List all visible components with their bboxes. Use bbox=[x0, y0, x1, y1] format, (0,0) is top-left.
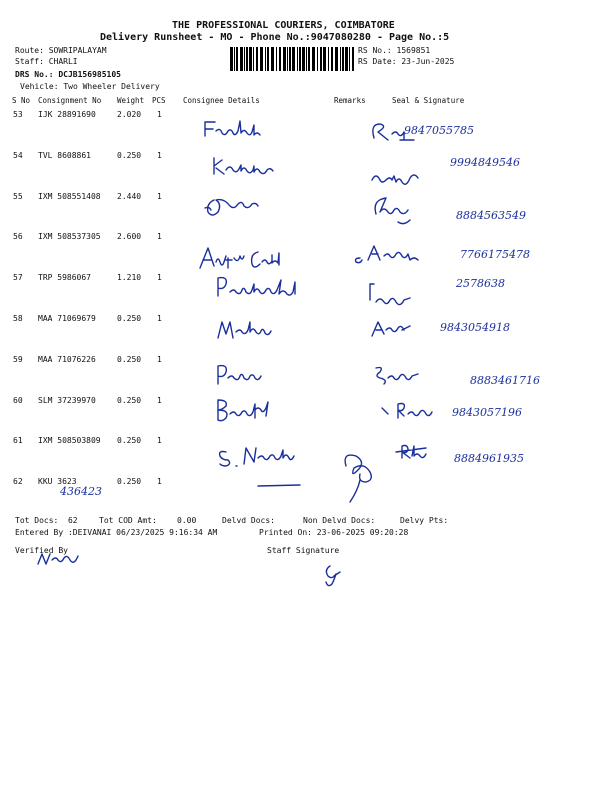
cell-pcs: 1 bbox=[157, 191, 162, 201]
handwritten-phone-59: 8883461716 bbox=[470, 374, 540, 387]
tot-cod-label: Tot COD Amt: bbox=[99, 516, 157, 525]
delvy-pts: Delvy Pts: bbox=[400, 516, 449, 525]
company-title: THE PROFESSIONAL COURIERS, COIMBATORE bbox=[172, 20, 395, 31]
cell-pcs: 1 bbox=[157, 314, 162, 323]
barcode-bar bbox=[256, 47, 258, 71]
cell-weight: 2.440 bbox=[117, 191, 142, 201]
barcode-bar bbox=[328, 47, 329, 71]
entered-by: Entered By :DEIVANAI 06/23/2025 9:16:34 AM bbox=[15, 528, 218, 537]
barcode-bar bbox=[249, 47, 252, 71]
barcode-bar bbox=[260, 47, 263, 71]
non-delvd-docs: Non Delvd Docs: bbox=[303, 516, 376, 525]
table-row bbox=[0, 273, 600, 313]
cell-consignment: MAA 71069679 bbox=[38, 314, 96, 323]
barcode-bar bbox=[320, 47, 322, 71]
cell-consignment: TVL 8608861 bbox=[38, 150, 91, 160]
handwritten-kku-suffix: 436423 bbox=[60, 485, 102, 498]
barcode-bar bbox=[271, 47, 274, 71]
staff-signature-mark bbox=[326, 566, 340, 586]
cell-sno: 58 bbox=[13, 314, 23, 323]
cell-weight: 0.250 bbox=[117, 477, 142, 487]
barcode-bar bbox=[317, 47, 318, 71]
barcode-bar bbox=[308, 47, 310, 71]
table-row bbox=[0, 192, 600, 232]
barcode-bar bbox=[335, 47, 338, 71]
tot-cod-amount: 0.00 bbox=[177, 516, 197, 525]
cell-sno: 55 bbox=[13, 191, 23, 201]
verified-by-signature bbox=[38, 554, 78, 564]
col-sno: S No bbox=[12, 96, 31, 105]
cell-weight: 0.250 bbox=[117, 395, 142, 405]
barcode-bar bbox=[253, 47, 254, 71]
handwritten-phone-58: 9843054918 bbox=[440, 321, 510, 334]
drs-label: DRS No.: DCJB156985105 bbox=[15, 70, 121, 79]
barcode-bar bbox=[289, 47, 291, 71]
verified-by-label: Verified By bbox=[15, 546, 68, 555]
cell-consignment: IXM 508537305 bbox=[38, 232, 101, 242]
barcode-bar bbox=[287, 47, 288, 71]
cell-pcs: 1 bbox=[157, 273, 162, 283]
col-seal: Seal & Signature bbox=[392, 96, 465, 105]
table-row bbox=[0, 314, 600, 354]
rs-date: RS Date: 23-Jun-2025 bbox=[358, 57, 455, 66]
barcode-bar bbox=[323, 47, 326, 71]
cell-pcs: 1 bbox=[157, 232, 162, 242]
cell-weight: 0.250 bbox=[117, 436, 142, 446]
cell-consignment: IXM 508551408 bbox=[38, 191, 101, 201]
barcode-bar bbox=[342, 47, 344, 71]
barcode-image bbox=[230, 47, 354, 71]
cell-consignment: MAA 71076226 bbox=[38, 354, 96, 364]
cell-sno: 60 bbox=[13, 395, 23, 405]
barcode-bar bbox=[306, 47, 307, 71]
staff-label: Staff: CHARLI bbox=[15, 57, 78, 66]
barcode-bar bbox=[244, 47, 245, 71]
col-pcs: PCS bbox=[152, 96, 166, 105]
col-consignee: Consignee Details bbox=[183, 96, 260, 105]
cell-sno: 61 bbox=[13, 436, 23, 446]
tot-docs: Tot Docs: 62 bbox=[15, 516, 78, 525]
barcode-bar bbox=[265, 47, 266, 71]
cell-sno: 56 bbox=[13, 232, 23, 242]
handwritten-phone-54: 9994849546 bbox=[450, 156, 520, 169]
cell-pcs: 1 bbox=[157, 354, 162, 364]
cell-sno: 53 bbox=[13, 110, 23, 119]
cell-weight: 1.210 bbox=[117, 273, 142, 283]
table-row bbox=[0, 436, 600, 476]
cell-consignment: IXM 508503809 bbox=[38, 436, 101, 446]
table-row bbox=[0, 396, 600, 436]
cell-sno: 57 bbox=[13, 273, 23, 283]
handwritten-phone-53: 9847055785 bbox=[404, 124, 474, 137]
vehicle-label: Vehicle: Two Wheeler Delivery bbox=[20, 82, 160, 91]
col-weight: Weight bbox=[117, 96, 145, 105]
table-row bbox=[0, 110, 600, 150]
cell-consignment: IJK 28891690 bbox=[38, 110, 96, 119]
cell-weight: 0.250 bbox=[117, 150, 142, 160]
barcode-bar bbox=[267, 47, 269, 71]
cell-consignment: KKU 3623 bbox=[38, 477, 77, 487]
table-row bbox=[0, 151, 600, 191]
barcode-bar bbox=[230, 47, 233, 71]
col-remarks: Remarks bbox=[334, 96, 366, 105]
barcode-bar bbox=[349, 47, 350, 71]
table-row bbox=[0, 232, 600, 272]
handwritten-phone-56: 7766175478 bbox=[460, 248, 530, 261]
cell-weight: 2.600 bbox=[117, 232, 142, 242]
cell-sno: 62 bbox=[13, 477, 23, 487]
cell-sno: 54 bbox=[13, 150, 23, 160]
barcode-bar bbox=[302, 47, 305, 71]
table-row bbox=[0, 355, 600, 395]
cell-pcs: 1 bbox=[157, 110, 162, 119]
barcode-bar bbox=[234, 47, 235, 71]
cell-weight: 0.250 bbox=[117, 314, 142, 323]
handwritten-phone-60: 9843057196 bbox=[452, 406, 522, 419]
barcode-bar bbox=[297, 47, 298, 71]
printed-on: Printed On: 23-06-2025 09:20:28 bbox=[259, 528, 409, 537]
cell-sno: 59 bbox=[13, 354, 23, 364]
barcode-bar bbox=[352, 47, 354, 71]
handwritten-phone-61: 8884961935 bbox=[454, 452, 524, 465]
barcode-bar bbox=[276, 47, 277, 71]
barcode-bar bbox=[312, 47, 315, 71]
barcode-bar bbox=[340, 47, 341, 71]
table-row bbox=[0, 477, 600, 517]
handwritten-phone-57: 2578638 bbox=[456, 277, 505, 290]
route-label: Route: SOWRIPALAYAM bbox=[15, 46, 107, 55]
cell-pcs: 1 bbox=[157, 395, 162, 405]
delvd-docs: Delvd Docs: bbox=[222, 516, 275, 525]
barcode-bar bbox=[283, 47, 286, 71]
barcode-bar bbox=[292, 47, 295, 71]
cell-pcs: 1 bbox=[157, 477, 162, 487]
barcode-bar bbox=[279, 47, 281, 71]
runsheet-subtitle: Delivery Runsheet - MO - Phone No.:9047080280 - Page No.:5 bbox=[100, 32, 450, 43]
col-consignment: Consignment No bbox=[38, 96, 102, 105]
barcode-bar bbox=[331, 47, 333, 71]
cell-weight: 0.250 bbox=[117, 354, 142, 364]
rs-number: RS No.: 1569851 bbox=[358, 46, 431, 55]
barcode-bar bbox=[240, 47, 243, 71]
cell-pcs: 1 bbox=[157, 436, 162, 446]
cell-consignment: SLM 37239970 bbox=[38, 395, 96, 405]
barcode-bar bbox=[299, 47, 301, 71]
handwritten-phone-55: 8884563549 bbox=[456, 209, 526, 222]
cell-pcs: 1 bbox=[157, 150, 162, 160]
cell-weight: 2.020 bbox=[117, 110, 142, 119]
barcode-bar bbox=[345, 47, 348, 71]
cell-consignment: TRP 5986067 bbox=[38, 273, 91, 283]
barcode-bar bbox=[246, 47, 248, 71]
barcode-bar bbox=[236, 47, 238, 71]
staff-signature-label: Staff Signature bbox=[267, 546, 340, 555]
